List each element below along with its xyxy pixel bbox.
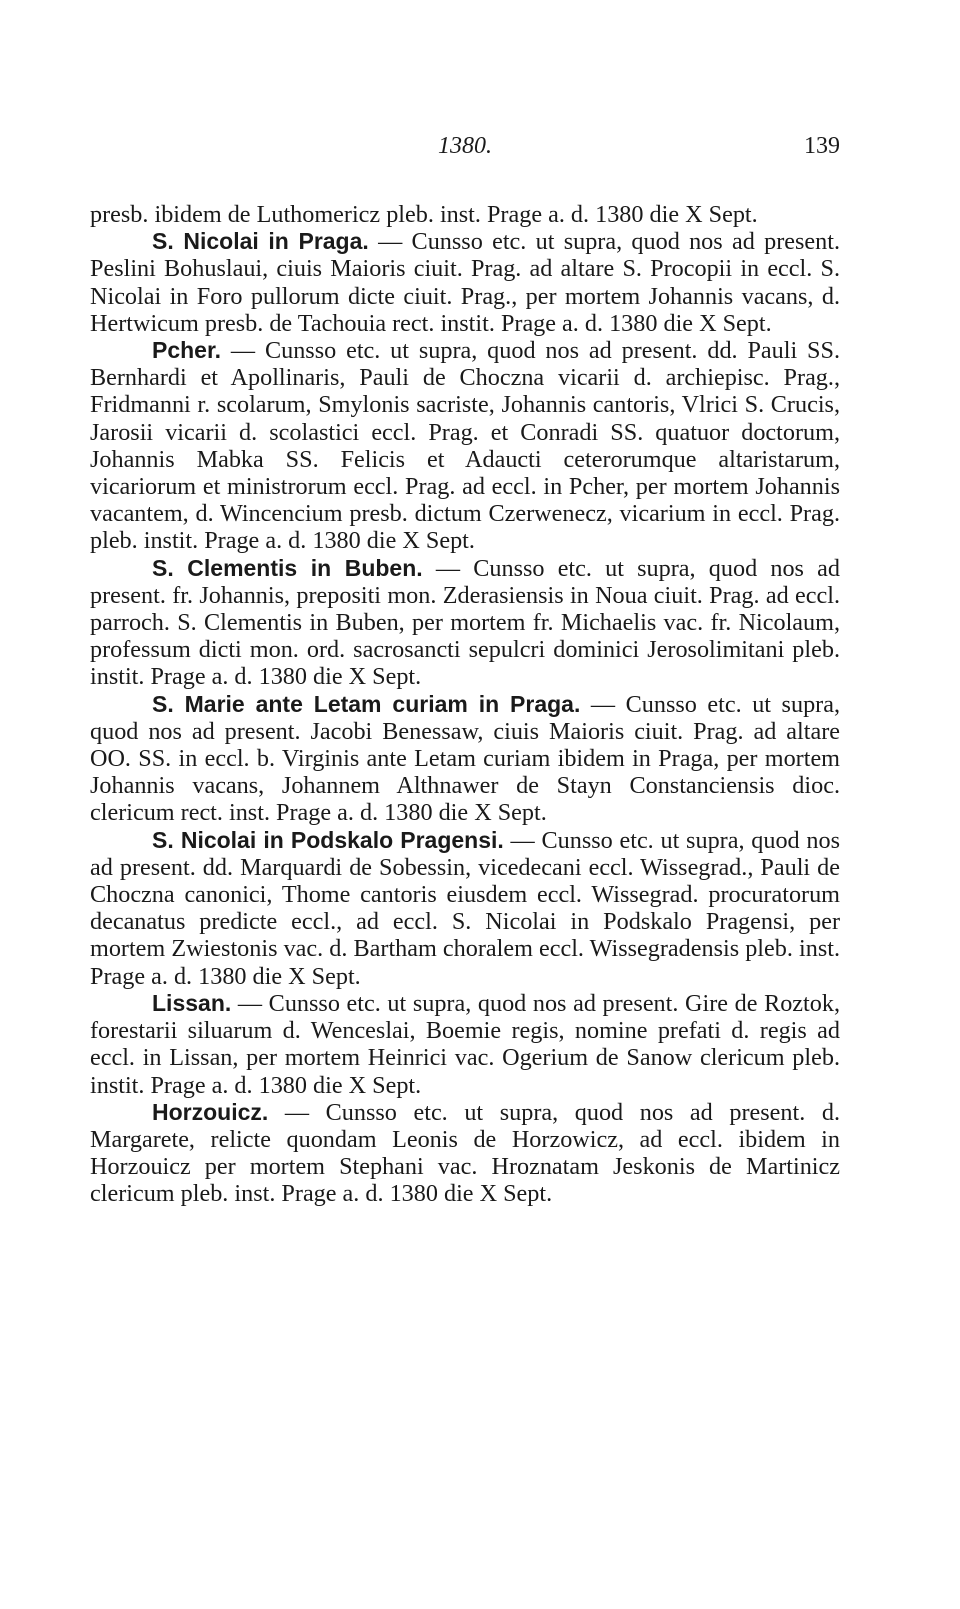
running-head bbox=[90, 133, 840, 167]
entry-text: — Cunsso etc. ut supra, quod nos ad present. fr. Johannis, prepositi mon. Zderasiensis in Noua ciuit. Prag. ad eccl. parroch. S. Clementis in Buben, per mortem fr. Michaelis vac. fr. Nicolaum, professum dicti mon. ord. sacrosancti sepulcri dominici Jerosolimitani pleb. instit. Prage a. d. 1380 die X Sept. bbox=[90, 554, 840, 691]
entry-lissan bbox=[90, 990, 840, 1099]
entry-text: — Cunsso etc. ut supra, quod nos ad present. dd. Pauli SS. Bernhardi et Apollinaris, Pauli de Choczna vicarii d. archiepisc. Prag., Fridmanni r. scolarum, Smylonis sacriste, Johannis cantoris, Vlrici S. Crucis, Jarosii vicarii d. scolastici eccl. Prag. et Conradi SS. quatuor doctorum, Johannis Mabka SS. Felicis et Adaucti ceterorumque altaristarum, vicariorum et ministrorum eccl. Prag. ad eccl. in Pcher, per mortem Johannis vacantem, d. Wincencium presb. dictum Czerwenecz, vicarium in eccl. Prag. pleb. instit. Prage a. d. 1380 die X Sept. bbox=[90, 337, 840, 555]
entry-text: — Cunsso etc. ut supra, quod nos ad present. Gire de Roztok, forestarii siluarum d. Wenceslai, Boemie regis, nomine prefati d. regis ad eccl. in Lissan, per mortem Heinrici vac. Ogerium de Sanow clericum pleb. instit. Prage a. d. 1380 die X Sept. bbox=[90, 989, 840, 1099]
entry-pcher bbox=[90, 337, 840, 555]
entry-heading: Lissan. bbox=[152, 989, 232, 1016]
entry-s-nicolai-in-podskalo bbox=[90, 827, 840, 990]
entry-s-marie-ante-letam-curiam bbox=[90, 691, 840, 827]
entry-text: presb. ibidem de Luthomericz pleb. inst. Prage a. d. 1380 die X Sept. bbox=[90, 201, 758, 228]
entry-heading: S. Nicolai in Praga. bbox=[152, 228, 369, 255]
entry-s-nicolai-in-praga bbox=[90, 228, 840, 337]
entry-text: — Cunsso etc. ut supra, quod nos ad present. Peslini Bohuslaui, ciuis Maioris ciuit. Prag. ad altare S. Procopii in eccl. S. Nicolai in Foro pullorum dicte ciuit. Prag., per mortem Johannis vacans, d. Hertwicum presb. de Tachouia rect. instit. Prage a. d. 1380 die X Sept. bbox=[90, 228, 840, 337]
entry-horzouicz bbox=[90, 1099, 840, 1208]
entry-heading: S. Nicolai in Podskalo Pragensi. bbox=[152, 826, 504, 853]
entry-heading: Pcher. bbox=[152, 337, 222, 364]
entry-heading: Horzouicz. bbox=[152, 1098, 269, 1125]
page-number: 139 bbox=[804, 133, 840, 159]
entry-text: — Cunsso etc. ut supra, quod nos ad present. d. Margarete, relicte quondam Leonis de Horzowicz, ad eccl. ibidem in Horzouicz per mortem Stephani vac. Hroznatam Jeskonis de Martinicz clericum pleb. inst. Prage a. d. 1380 die X Sept. bbox=[90, 1098, 840, 1208]
entry-text: — Cunsso etc. ut supra, quod nos ad present. Jacobi Benessaw, ciuis Maioris ciuit. Prag. ad altare OO. SS. in eccl. b. Virginis ante Letam curiam ibidem in Praga, per mortem Johannis vacans, Johannem Althnawer de Stayn Constanciensis dioc. clericum rect. inst. Prage a. d. 1380 die X Sept. bbox=[90, 690, 840, 827]
entry-text: — Cunsso etc. ut supra, quod nos ad present. dd. Marquardi de Sobessin, vicedecani eccl. Wissegrad., Pauli de Choczna canonici, Thome cantoris eiusdem eccl. Wissegrad. procuratorum decanatus predicte eccl., ad eccl. S. Nicolai in Podskalo Pragensi, per mortem Zwiestonis vac. d. Bartham choralem eccl. Wissegradensis pleb. inst. Prage a. d. 1380 die X Sept. bbox=[90, 826, 840, 990]
running-head-title: 1380. bbox=[438, 133, 492, 159]
document-page bbox=[90, 133, 840, 1208]
entry-heading: S. Marie ante Letam curiam in Praga. bbox=[152, 690, 581, 717]
entry-s-clementis-in-buben bbox=[90, 555, 840, 691]
entry-heading: S. Clementis in Buben. bbox=[152, 554, 423, 581]
entry-continuation bbox=[90, 201, 840, 228]
